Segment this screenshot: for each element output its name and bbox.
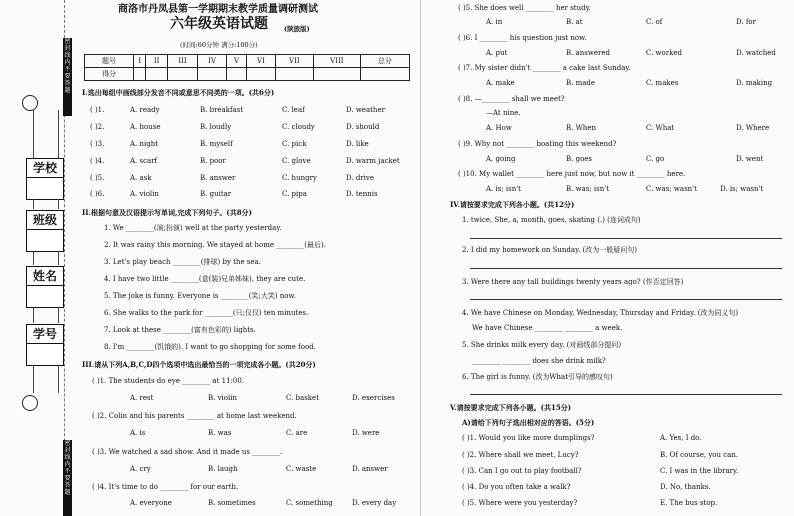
binding-hole [22,395,38,411]
score-table-header-row: 题号 I II III IV V VI VII VIII 总分 [85,55,410,68]
answer-line[interactable] [470,299,782,300]
exam-page: 密封线内不要答题 密封线内不要答题 学校 班级 姓名 学号 商洛市丹凤县第一学期期末教学质量调研测试 六年级英语试题 (陕旅版) (时间:60分钟 满分:100分) 题号 I II III IV V VI VII VIII 总分 得分 I.选出每组中画线部分发音不同或意思不同类的一项。(共6分) ( )1. A. ready B. breakfast C. leaf D. weather ( )2. A. house B. loudly C. cloudy D. should ( )3. A. night B. myself C. pick D. like ( )4. A. scarf B. poor C. glove D. warm jacket ( )5. A. ask B. answer C. hungry D. drive ( )6. A. violin B. guitar C. pipa D. tennis II.根据句意及汉语提示写单词,完成下列句子。(共8分) 1. We ________(演;扮演) well at the party yesterday. 2. It was rainy this morning. We stayed at home ________(最后). 3. Let's play beach ________(排球) by the sea. 4. I have two little ________(盒(装)兄弟姊妹), they are cute. 5. The joke is funny. Everyone is ________(笑;大笑) now. 6. She walks to the park for ________(只;仅仅) ten minutes. 7. Look at these ________(富有色彩的) lights. 8. I'm ________(饥饿的). I want to go shopping for some food. III.请从下列A,B,C,D四个选项中选出最恰当的一项完成各小题。(共20分) ( )1. The students do eye ________ at 11:00. A. rest B. violin C. basket D. exercises ( )2. Colin and his parents ________ at home last weekend. A. is B. was C. are D. were ( )3. We watched a sad show. And it made us ________. A. cry B. laugh C. waste D. answer ( )4. It's time to do ________ for our earth. A. everyone B. sometimes C. something D. every day ( )5. She does well ________ her study. A. in B. at C. of D. for ( )6. I ________ his question just now. A. put B. answered C. worked D. watched ( )7. My sister didn't ________ a cake last Sunday. A. make B. made C. makes D. making ( )8. —________ shall we meet? —At nine. A. How B. When C. What D. Where ( )9. Why not ________ boating this weekend? A. going B. goes C. go D. went ( )10. My wallet ________ here just now, but now it ________ here. A. is; isn't B. was; isn't C. was; wasn't D. is; wasn't IV.请按要求完成下列各小题。(共12分) 1. twice, She, a, month, goes, skating (.) (连词成句) 2. I did my homework on Sunday. (改为一般疑问句) 3. Were there any tall buildings twenty years ago? (作否定回答) 4. We have Chinese on Monday, Wednesday, Thursday and Friday. (改为同义句) We have Chinese ________ ________ a week. 5. She drinks milk every day. (对画线部分提问) ________ ________ does she drink milk? 6. The girl is funny. (改为What引导的感叹句) V.请按要求完成下列各小题。(共15分) A)请给下列句子选出相对应的答语。(5分) ( )1. Would you like more dumplings? A. Yes, I do. ( )2. Where shall we meet, Lucy? B. Of course, you can. ( )3. Can I go out to play football? C. I was in the library. ( )4. Do you often take a walk? D. No, thanks. ( )5. Where were you yesterday? E. The bus stop. [0,0,794,516]
section-4-heading: IV.请按要求完成下列各小题。(共12分) [450,200,575,209]
section-5-sub: A)请给下列句子选出相对应的答语。(5分) [462,418,595,427]
binding-strip [8,0,70,516]
class-field[interactable]: 班级 [26,210,64,252]
seal-warning-bottom: 密封线内不要答题 [63,440,72,516]
student-id-field[interactable]: 学号 [26,324,64,366]
answer-line[interactable] [470,268,782,269]
score-table [84,54,410,81]
section-3-heading: III.请从下列A,B,C,D四个选项中选出最恰当的一项完成各小题。(共20分) [82,360,316,369]
section-5-heading: V.请按要求完成下列各小题。(共15分) [450,403,572,412]
exam-title: 商洛市丹凤县第一学期期末教学质量调研测试 [118,4,318,15]
score-table-score-row: 得分 [85,68,410,81]
edition-label: (陕旅版) [284,25,310,33]
section-1-heading: I.选出每组中画线部分发音不同或意思不同类的一项。(共6分) [82,88,275,97]
binding-hole [22,95,38,111]
school-field[interactable]: 学校 [26,158,64,200]
section-2-heading: II.根据句意及汉语提示写单词,完成下列句子。(共8分) [82,208,252,217]
answer-line[interactable] [470,238,782,239]
seal-warning-top: 密封线内不要答题 [63,38,72,116]
page-fold [420,0,421,516]
subject-title: 六年级英语试题 [170,16,268,32]
answer-line[interactable] [470,394,782,395]
name-field[interactable]: 姓名 [26,266,64,308]
exam-meta: (时间:60分钟 满分:100分) [180,41,258,49]
